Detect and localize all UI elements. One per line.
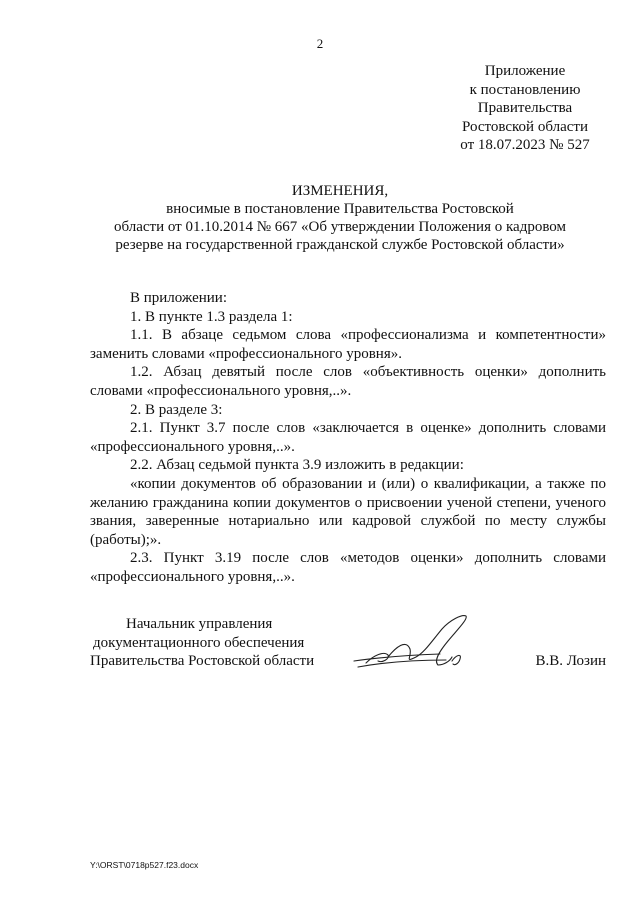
appendix-line: от 18.07.2023 № 527 [460, 137, 590, 153]
appendix-line: к постановлению [469, 81, 581, 98]
appendix-line: Ростовской области [462, 118, 588, 135]
signatory-title-line: Правительства Ростовской области [90, 653, 315, 669]
appendix-line: Приложение [484, 63, 566, 79]
body-paragraph: 2.2. Абзац седьмой пункта 3.9 изложить в редакции: [130, 457, 464, 474]
page-number: 2 [316, 36, 324, 51]
body-paragraph: «копии документов об образовании и (или) о квалификации, а также по желанию гражданина копии документов о присвоении ученой степени, ученого звания, заверенные нотариально или кадровой службой по месту службы (работы);». [90, 475, 606, 548]
body-paragraph: 1.1. В абзаце седьмом слова «профессионализма и компетентности» заменить словами «профессионального уровня». [90, 327, 606, 362]
title-line: области от 01.10.2014 № 667 «Об утверждении Положения о кадровом [113, 219, 567, 235]
appendix-header [430, 62, 620, 155]
body-paragraph: 2.1. Пункт 3.7 после слов «заключается в оценке» дополнить словами «профессионального уровня,..». [90, 420, 606, 455]
handwritten-signature [352, 611, 482, 681]
file-path-footer: Y:\ORST\0718p527.f23.docx [90, 860, 199, 870]
signatory-title [90, 615, 330, 671]
signatory-name: В.В. Лозин [535, 653, 606, 669]
document-body [90, 289, 606, 587]
body-paragraph: В приложении: [130, 290, 227, 306]
document-title [90, 182, 590, 254]
appendix-line: Правительства [477, 100, 573, 116]
body-paragraph: 2. В разделе 3: [130, 401, 223, 418]
signature-block [90, 615, 606, 675]
signatory-title-line: документационного обеспечения [93, 634, 305, 651]
body-paragraph: 1. В пункте 1.3 раздела 1: [130, 308, 293, 325]
signatory-title-line: Начальник управления [126, 616, 273, 632]
title-heading: ИЗМЕНЕНИЯ, [291, 183, 389, 199]
body-paragraph: 2.3. Пункт 3.19 после слов «методов оценки» дополнить словами «профессионального уровня,..». [90, 550, 606, 585]
title-line: вносимые в постановление Правительства Ростовской [166, 201, 514, 217]
body-paragraph: 1.2. Абзац девятый после слов «объективность оценки» дополнить словами «профессионального уровня,..». [90, 364, 606, 399]
title-line: резерве на государственной гражданской службе Ростовской области» [115, 237, 565, 253]
